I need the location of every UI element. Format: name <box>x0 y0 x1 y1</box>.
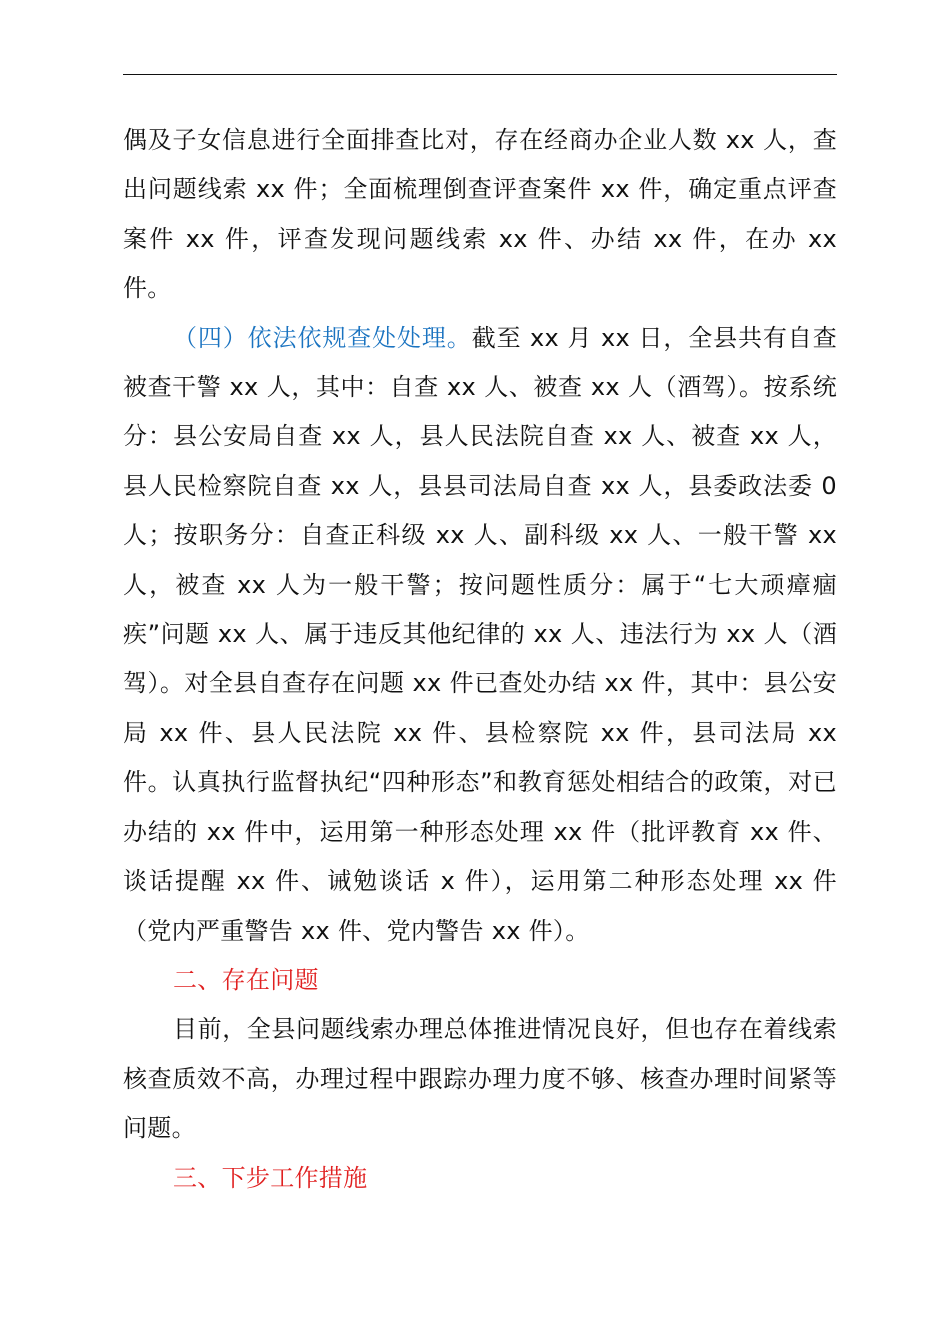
section-4-heading: （四）依法依规查处处理。 <box>173 323 472 352</box>
section-2-body: 目前，全县问题线索办理总体推进情况良好，但也存在着线索核查质效不高，办理过程中跟踪办理力度不够、核查办理时间紧等问题。 <box>123 1015 837 1143</box>
header-rule <box>123 74 837 75</box>
section-3-heading: 三、下步工作措施 <box>173 1163 368 1192</box>
section-2-heading: 二、存在问题 <box>173 965 319 994</box>
section-4-paragraph <box>123 314 837 956</box>
document-body <box>123 116 837 1203</box>
paragraph-continued: 偶及子女信息进行全面排查比对，存在经商办企业人数 xx 人，查出问题线索 xx 件；全面梳理倒查评查案件 xx 件，确定重点评查案件 xx 件，评查发现问题线索 xx 件、办结 xx 件，在办 xx 件。 <box>123 126 837 303</box>
section-4-body: 截至 xx 月 xx 日，全县共有自查被查干警 xx 人，其中：自查 xx 人、被查 xx 人（酒驾）。按系统分：县公安局自查 xx 人，县人民法院自查 xx 人、被查 xx 人，县人民检察院自查 xx 人，县县司法局自查 xx 人，县委政法委 0 人；按职务分：自查正科级 xx 人、副科级 xx 人、一般干警 xx 人，被查 xx 人为一般干警；按问题性质分：属于“七大顽瘴痼疾”问题 xx 人、属于违反其他纪律的 xx 人、违法行为 xx 人（酒驾）。对全县自查存在问题 xx 件已查处办结 xx 件，其中：县公安局 xx 件、县人民法院 xx 件、县检察院 xx 件，县司法局 xx 件。认真执行监督执纪“四种形态”和教育惩处相结合的政策，对已办结的 xx 件中，运用第一种形态处理 xx 件（批评教育 xx 件、谈话提醒 xx 件、诫勉谈话 x 件），运用第二种形态处理 xx 件（党内严重警告 xx 件、党内警告 xx 件）。 <box>123 323 838 945</box>
